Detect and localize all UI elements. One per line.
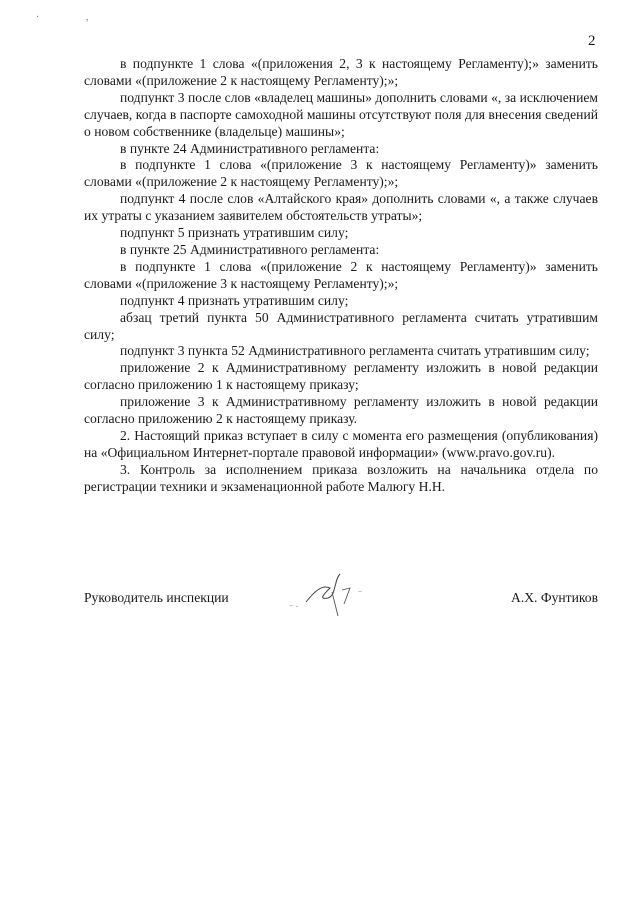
paragraph: в пункте 25 Административного регламента: (120, 241, 380, 257)
signature-block (84, 590, 598, 640)
paragraph: 3. Контроль за исполнением приказа возложить на начальника отдела по регистрации техники и экзаменационной работе Малюгу Н.Н. (84, 461, 598, 494)
paragraph: 2. Настоящий приказ вступает в силу с момента его размещения (опубликования) на «Официальном Интернет-портале правовой информации» (www.pravo.gov.ru). (84, 427, 598, 460)
paragraph: подпункт 5 признать утратившим силу; (120, 225, 349, 241)
paragraph: в подпункте 1 слова «(приложения 2, 3 к настоящему Регламенту);» заменить словами «(приложение 2 к настоящему Регламенту);»; (84, 56, 598, 88)
paragraph: приложение 2 к Административному регламенту изложить в новой редакции согласно приложению 1 к настоящему приказу; (84, 360, 598, 393)
signer-name: А.Х. Фунтиков (511, 590, 598, 605)
paragraph: абзац третий пункта 50 Административного регламента считать утратившим силу; (84, 309, 598, 342)
scan-corner-marks: · , (36, 12, 111, 23)
paragraph: в подпункте 1 слова «(приложение 2 к настоящему Регламенту)» заменить словами «(приложение 3 к настоящему Регламенту);»; (84, 258, 598, 291)
paragraph: подпункт 4 после слов «Алтайского края» дополнить словами «, а также случаев их утраты с указанием заявителем обстоятельств утраты»; (84, 191, 598, 224)
paragraph: подпункт 3 пункта 52 Административного регламента считать утратившим силу; (120, 343, 590, 359)
paragraph: в пункте 24 Административного регламента: (120, 140, 380, 156)
document-body (84, 56, 598, 496)
paragraph: подпункт 3 после слов «владелец машины» дополнить словами «, за исключением случаев, когда в паспорте самоходной машины отсутствуют поля для внесения сведений о новом собственнике (владельце) машины»; (84, 89, 598, 139)
paragraph: в подпункте 1 слова «(приложение 3 к настоящему Регламенту)» заменить словами «(приложение 2 к настоящему Регламенту);»; (84, 157, 598, 190)
paragraph: приложение 3 к Административному регламенту изложить в новой редакции согласно приложению 2 к настоящему приказу. (84, 394, 598, 427)
signer-title: Руководитель инспекции (84, 590, 229, 605)
handwritten-signature (284, 570, 374, 620)
paragraph: подпункт 4 признать утратившим силу; (120, 292, 349, 308)
page-number: 2 (588, 33, 596, 49)
